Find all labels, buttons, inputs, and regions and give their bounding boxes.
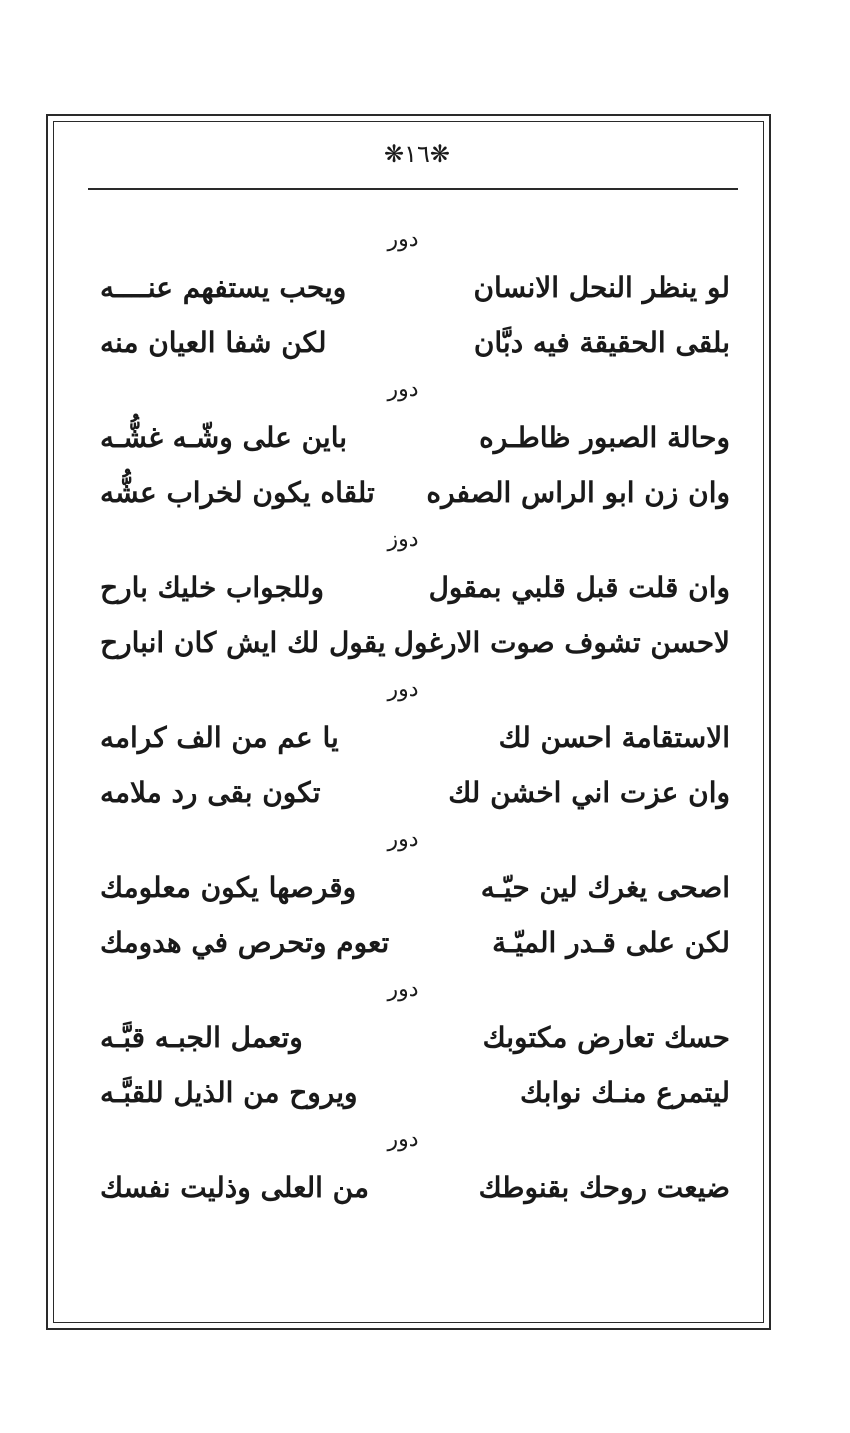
second-hemistich: وتعمل الجبـه قبَّـه: [100, 1021, 303, 1054]
second-hemistich: يا عم من الف كرامه: [100, 721, 339, 754]
verse-line: [100, 560, 730, 615]
second-hemistich: باين على وشّـه غشُّـه: [100, 421, 348, 454]
first-hemistich: ليتمرع منـك نوابك: [520, 1076, 730, 1109]
stanza-label: دور: [387, 1127, 419, 1152]
header-rule: [88, 188, 738, 190]
first-hemistich: لاحسن تشوف صوت الارغول: [393, 626, 730, 659]
verse-line: [100, 410, 730, 465]
verse-line: [100, 710, 730, 765]
second-hemistich: وللجواب خليك بارح: [100, 571, 325, 604]
verse-line: [100, 615, 730, 670]
verse-line: [100, 915, 730, 970]
stanza-label: دور: [387, 827, 419, 852]
second-hemistich: تلقاه يكون لخراب عشُّه: [100, 476, 375, 509]
second-hemistich: وقرصها يكون معلومك: [100, 871, 357, 904]
first-hemistich: بلقى الحقيقة فيه دبَّان: [473, 326, 730, 359]
second-hemistich: يقول لك ايش كان انبارح: [100, 626, 386, 659]
verse-line: [100, 1160, 730, 1215]
second-hemistich: من العلى وذليت نفسك: [100, 1171, 369, 1204]
second-hemistich: ويروح من الذيل للقبَّـه: [100, 1076, 358, 1109]
verse-line: [100, 260, 730, 315]
second-hemistich: تعوم وتحرص في هدومك: [100, 926, 390, 959]
verse-line: [100, 1010, 730, 1065]
second-hemistich: لكن شفا العيان منه: [100, 326, 327, 359]
stanza-label: دور: [387, 677, 419, 702]
verse-line: [100, 465, 730, 520]
verse-line: [100, 315, 730, 370]
first-hemistich: وان عزت اني اخشن لك: [448, 776, 730, 809]
first-hemistich: الاستقامة احسن لك: [498, 721, 730, 754]
poem-body: [100, 220, 730, 1215]
verse-line: [100, 1065, 730, 1120]
first-hemistich: لو ينظر النحل الانسان: [473, 271, 730, 304]
page-number: ❋١٦❋: [384, 140, 450, 168]
first-hemistich: ضيعت روحك بقنوطك: [478, 1171, 730, 1204]
stanza-label: دور: [387, 977, 419, 1002]
first-hemistich: حسك تعارض مكتوبك: [482, 1021, 730, 1054]
first-hemistich: اصحى يغرك لين حيّـه: [480, 871, 730, 904]
verse-line: [100, 765, 730, 820]
stanza-label: دور: [387, 227, 419, 252]
verse-line: [100, 860, 730, 915]
stanza-label: دوز: [387, 527, 419, 552]
first-hemistich: لكن على قـدر الميّـة: [492, 926, 730, 959]
stanza-label: دور: [387, 377, 419, 402]
first-hemistich: وان قلت قبل قلبي بمقول: [428, 571, 730, 604]
first-hemistich: وان زن ابو الراس الصفره: [426, 476, 730, 509]
second-hemistich: ويحب يستفهم عنــــه: [100, 271, 347, 304]
first-hemistich: وحالة الصبور ظاطـره: [479, 421, 730, 454]
second-hemistich: تكون بقى رد ملامه: [100, 776, 321, 809]
